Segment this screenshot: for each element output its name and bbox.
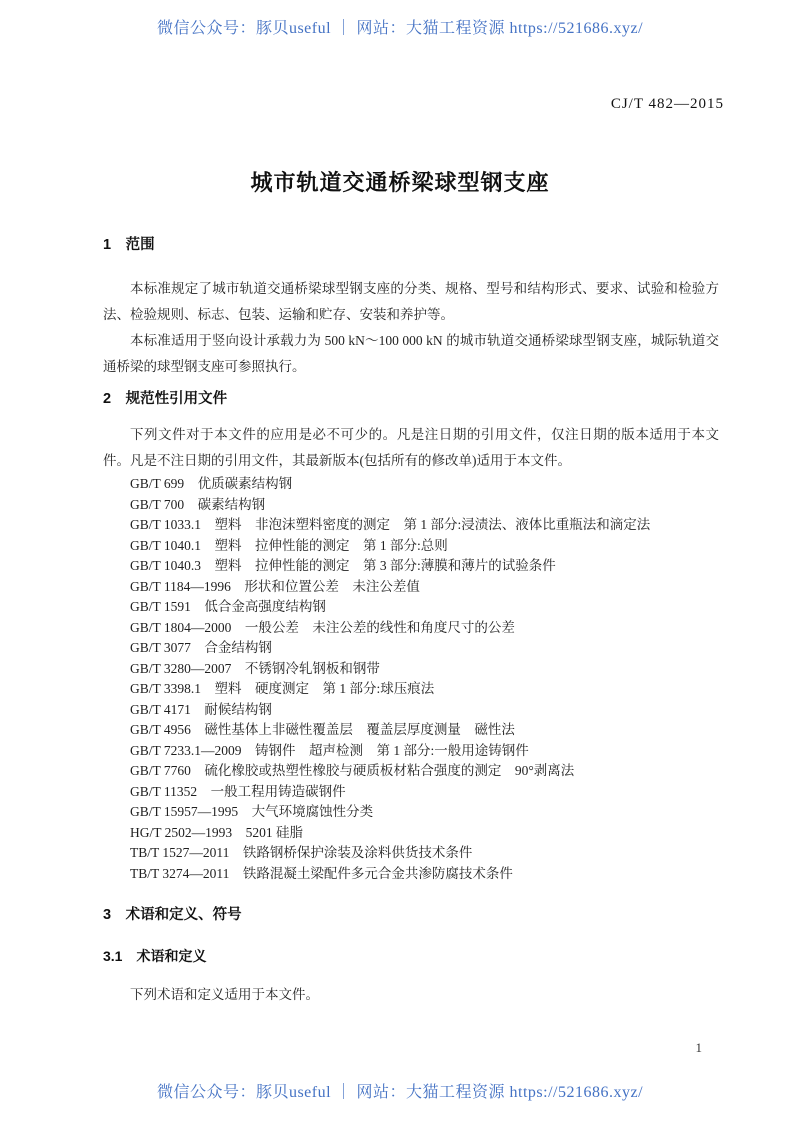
reference-item: GB/T 1033.1 塑料 非泡沫塑料密度的测定 第 1 部分:浸渍法、液体比重瓶法和滴定法	[130, 517, 651, 532]
reference-item: GB/T 1040.1 塑料 拉伸性能的测定 第 1 部分:总则	[130, 537, 448, 553]
section-1-heading: 1 范围	[103, 237, 155, 253]
reference-item: GB/T 15957—1995 大气环境腐蚀性分类	[130, 804, 374, 819]
reference-item: TB/T 3274—2011 铁路混凝土梁配件多元合金共渗防腐技术条件	[130, 865, 513, 881]
watermark-top: 微信公众号：豚贝useful ｜ 网站：大猫工程资源 https://521686.xyz/	[156, 20, 644, 37]
section-3-1-paragraph: 下列术语和定义适用于本文件。	[130, 987, 319, 1002]
reference-item: GB/T 4956 磁性基体上非磁性覆盖层 覆盖层厚度测量 磁性法	[130, 722, 515, 737]
page-number: 1	[695, 1040, 702, 1055]
reference-item: GB/T 1591 低合金高强度结构钢	[130, 599, 326, 614]
reference-item: GB/T 3077 合金结构钢	[130, 640, 272, 655]
reference-item: GB/T 1804—2000 一般公差 未注公差的线性和角度尺寸的公差	[130, 619, 515, 635]
reference-item: GB/T 3280—2007 不锈钢冷轧钢板和钢带	[130, 660, 380, 676]
section-1-paragraph-2: 本标准适用于竖向设计承载力为 500 kN～100 000 kN 的城市轨道交通桥梁球型钢支座，城际轨道交通桥梁的球型钢支座可参照执行。	[103, 333, 719, 374]
standard-number: CJ/T 482—2015	[610, 96, 724, 112]
reference-item: GB/T 11352 一般工程用铸造碳钢件	[130, 783, 346, 799]
reference-item: GB/T 4171 耐候结构钢	[130, 701, 272, 717]
section-2-intro: 下列文件对于本文件的应用是必不可少的。凡是注日期的引用文件，仅注日期的版本适用于本文件。凡是不注日期的引用文件，其最新版本(包括所有的修改单)适用于本文件。	[103, 427, 719, 468]
section-3-1-heading: 3.1 术语和定义	[103, 948, 207, 964]
reference-item: GB/T 7760 硫化橡胶或热塑性橡胶与硬质板材粘合强度的测定 90°剥离法	[130, 763, 575, 778]
reference-item: HG/T 2502—1993 5201 硅脂	[130, 824, 304, 840]
reference-item: GB/T 7233.1—2009 铸钢件 超声检测 第 1 部分:一般用途铸钢件	[130, 742, 529, 758]
section-2-heading: 2 规范性引用文件	[103, 391, 228, 407]
reference-item: GB/T 699 优质碳素结构钢	[130, 476, 293, 491]
reference-item: GB/T 700 碳素结构钢	[130, 496, 266, 512]
normative-reference-list	[130, 474, 719, 884]
reference-item: GB/T 1184—1996 形状和位置公差 未注公差值	[130, 578, 420, 594]
reference-item: TB/T 1527—2011 铁路钢桥保护涂装及涂料供货技术条件	[130, 845, 473, 860]
section-1-paragraph-1: 本标准规定了城市轨道交通桥梁球型钢支座的分类、规格、型号和结构形式、要求、试验和检验方法、检验规则、标志、包装、运输和贮存、安装和养护等。	[103, 281, 719, 322]
reference-item: GB/T 1040.3 塑料 拉伸性能的测定 第 3 部分:薄膜和薄片的试验条件	[130, 558, 556, 573]
reference-item: GB/T 3398.1 塑料 硬度测定 第 1 部分:球压痕法	[130, 681, 435, 696]
document-body	[103, 236, 719, 1008]
page-title: 城市轨道交通桥梁球型钢支座	[250, 170, 550, 195]
section-3-heading: 3 术语和定义、符号	[103, 907, 242, 923]
watermark-bottom: 微信公众号：豚贝useful ｜ 网站：大猫工程资源 https://521686.xyz/	[156, 1084, 644, 1101]
